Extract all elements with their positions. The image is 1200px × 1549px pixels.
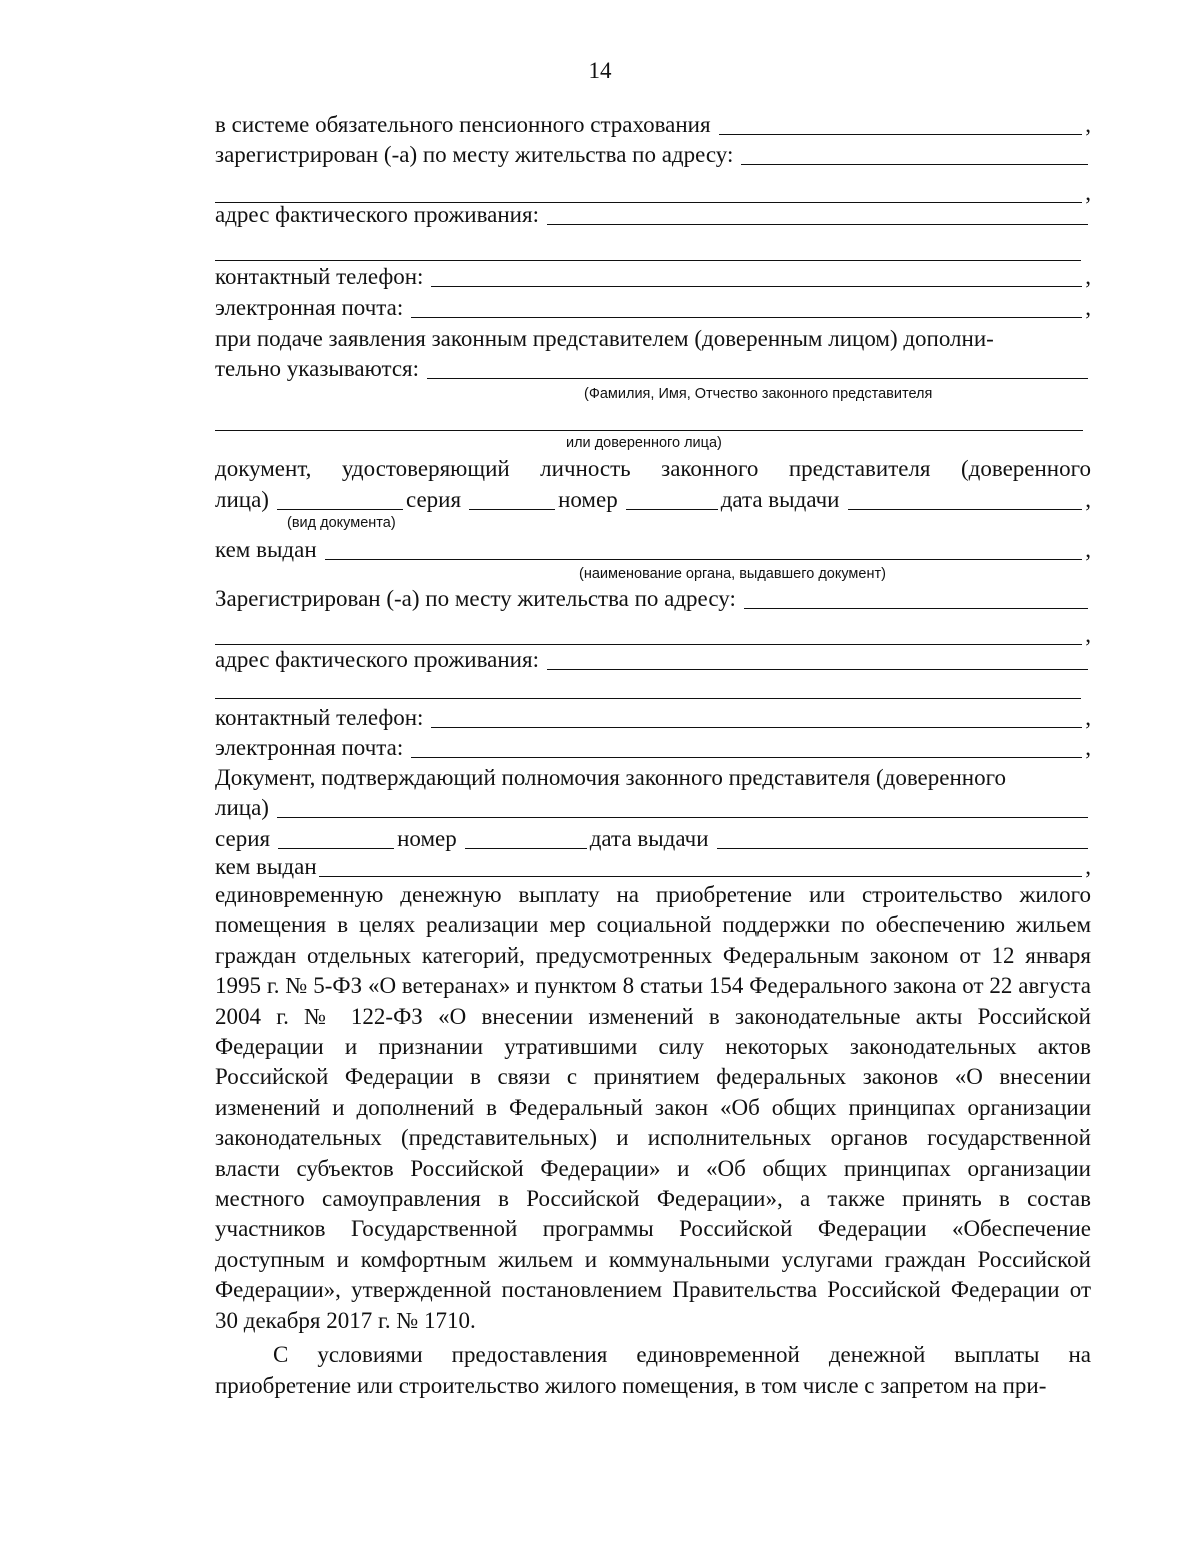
- caption-fio-cont: или доверенного лица): [566, 435, 722, 451]
- email-label: электронная почта:: [215, 295, 404, 320]
- number2-label: номер: [397, 826, 457, 851]
- issued-by-label: кем выдан: [215, 537, 317, 562]
- rep-registered-field[interactable]: [744, 608, 1088, 609]
- insurance-system-line: в системе обязательного пенсионного страхования ,: [215, 110, 1091, 140]
- actual-address-line: [215, 200, 1091, 230]
- phone-line: контактный телефон: ,: [215, 262, 1091, 292]
- email-line: электронная почта: ,: [215, 293, 1091, 323]
- representative-note-text: при подаче заявления законным представителем (доверенным лицом) дополни-: [215, 326, 994, 351]
- face-label: лица): [215, 487, 269, 512]
- representative-note-text2: тельно указываются:: [215, 356, 420, 381]
- doc-type-field[interactable]: [277, 509, 403, 510]
- id-doc-word-1: документ,: [215, 456, 312, 481]
- rep-registered-label: Зарегистрирован (-а) по месту жительства по адресу:: [215, 586, 736, 611]
- actual-address-field[interactable]: [547, 224, 1088, 225]
- id-doc-word-5: представителя: [788, 456, 931, 481]
- phone-field[interactable]: [431, 286, 1082, 287]
- number-field[interactable]: [626, 509, 718, 510]
- registered-address-field[interactable]: [741, 164, 1088, 165]
- authority-doc-label: Документ, подтверждающий полномочия законного представителя (доверенного: [215, 765, 1006, 790]
- insurance-system-label: в системе обязательного пенсионного страхования: [215, 112, 711, 137]
- authority-face-line: [215, 793, 1091, 823]
- authority-doc-line: [215, 763, 1091, 793]
- body-text: [215, 880, 1091, 1401]
- rep-actual-address-cont-field[interactable]: [215, 698, 1081, 699]
- rep-registered-line: [215, 584, 1091, 614]
- issued-by2-label: кем выдан: [215, 854, 317, 879]
- id-doc-word-4: законного: [661, 456, 759, 481]
- actual-address-cont-field[interactable]: [215, 260, 1081, 261]
- paragraph-2: С условиями предоставления единовременной денежной выплаты на приобретение или строительство жилого помещения, в том числе с запретом на при-: [215, 1342, 1091, 1398]
- registered-address-label: зарегистрирован (-а) по месту жительства по адресу:: [215, 142, 734, 167]
- rep-phone-field[interactable]: [431, 727, 1082, 728]
- issue-date2-field[interactable]: [717, 848, 1088, 849]
- issue-date2-label: дата выдачи: [589, 826, 709, 851]
- issued-by-field[interactable]: [325, 559, 1083, 560]
- actual-address-label: адрес фактического проживания:: [215, 202, 539, 227]
- email-field[interactable]: [411, 317, 1082, 318]
- number-label: номер: [558, 487, 618, 512]
- issue-date-field[interactable]: [848, 509, 1083, 510]
- representative-note-line2: [215, 354, 1091, 384]
- insurance-number-field[interactable]: [719, 134, 1083, 135]
- series-label: серия: [405, 487, 462, 512]
- representative-fio-field[interactable]: [427, 378, 1088, 379]
- representative-note-line: [215, 324, 1091, 354]
- caption-fio: (Фамилия, Имя, Отчество законного представителя: [584, 386, 933, 402]
- authority-face-label: лица): [215, 795, 269, 820]
- phone-label: контактный телефон:: [215, 264, 424, 289]
- rep-phone-label: контактный телефон:: [215, 705, 424, 730]
- id-document-details-line: лица) серия номер дата выдачи ,: [215, 485, 1091, 515]
- id-doc-word-2: удостоверяющий: [341, 456, 510, 481]
- series2-label: серия: [215, 826, 271, 851]
- series-field[interactable]: [469, 509, 555, 510]
- rep-email-field[interactable]: [411, 757, 1082, 758]
- number2-field[interactable]: [465, 848, 587, 849]
- rep-actual-address-label: адрес фактического проживания:: [215, 647, 539, 672]
- issued-by-line: кем выдан ,: [215, 535, 1091, 565]
- issued-by2-line: кем выдан ,: [215, 852, 1091, 882]
- page-number: 14: [588, 58, 612, 83]
- authority-details-line: [215, 824, 1091, 854]
- registered-address-line: [215, 140, 1091, 170]
- issue-date-label: дата выдачи: [720, 487, 840, 512]
- caption-doc-type: (вид документа): [287, 515, 396, 531]
- paragraph-1: единовременную денежную выплату на приобретение или строительство жилого помещения в целях реализации мер социальной поддержки по обеспечению жильем граждан отдельных категорий, предусмотренных Федеральным законом от 12 января 1995 г. № 5-ФЗ «О ветеранах» и пунктом 8 статьи 154 Федерального закона от 22 августа 2004 г. № 122-ФЗ «О внесении изменений в законодательные акты Российской Федерации и признании утратившими силу некоторых законодательных актов Российской Федерации в связи с принятием федеральных законов «О внесении изменений и дополнений в Федеральный закон «Об общих принципах организации законодательных (представительных) и исполнительных органов государственной власти субъектов Российской Федерации» и «Об общих принципах организации местного самоуправления в Российской Федерации», а также принять в состав участников Государственной программы Российской Федерации «Обеспечение доступным и комфортным жильем и коммунальными услугами граждан Российской Федерации», утвержденной постановлением Правительства Российской Федерации от 30 декабря 2017 г. № 1710.: [215, 882, 1091, 1333]
- id-document-line: [215, 454, 1091, 484]
- authority-doc-field[interactable]: [277, 817, 1088, 818]
- rep-phone-line: контактный телефон: ,: [215, 703, 1091, 733]
- rep-actual-address-line: [215, 645, 1091, 675]
- series2-field[interactable]: [278, 848, 394, 849]
- issued-by2-field[interactable]: [319, 876, 1083, 877]
- registered-address-cont-line: ,: [215, 178, 1091, 208]
- representative-fio-cont-field[interactable]: [215, 430, 1083, 431]
- rep-actual-address-field[interactable]: [547, 669, 1088, 670]
- id-doc-word-3: личность: [540, 456, 631, 481]
- rep-email-label: электронная почта:: [215, 735, 404, 760]
- id-doc-word-6: (доверенного: [960, 456, 1091, 481]
- rep-registered-cont-line: ,: [215, 620, 1091, 650]
- rep-email-line: электронная почта: ,: [215, 733, 1091, 763]
- caption-issuer: (наименование органа, выдавшего документ): [579, 566, 886, 582]
